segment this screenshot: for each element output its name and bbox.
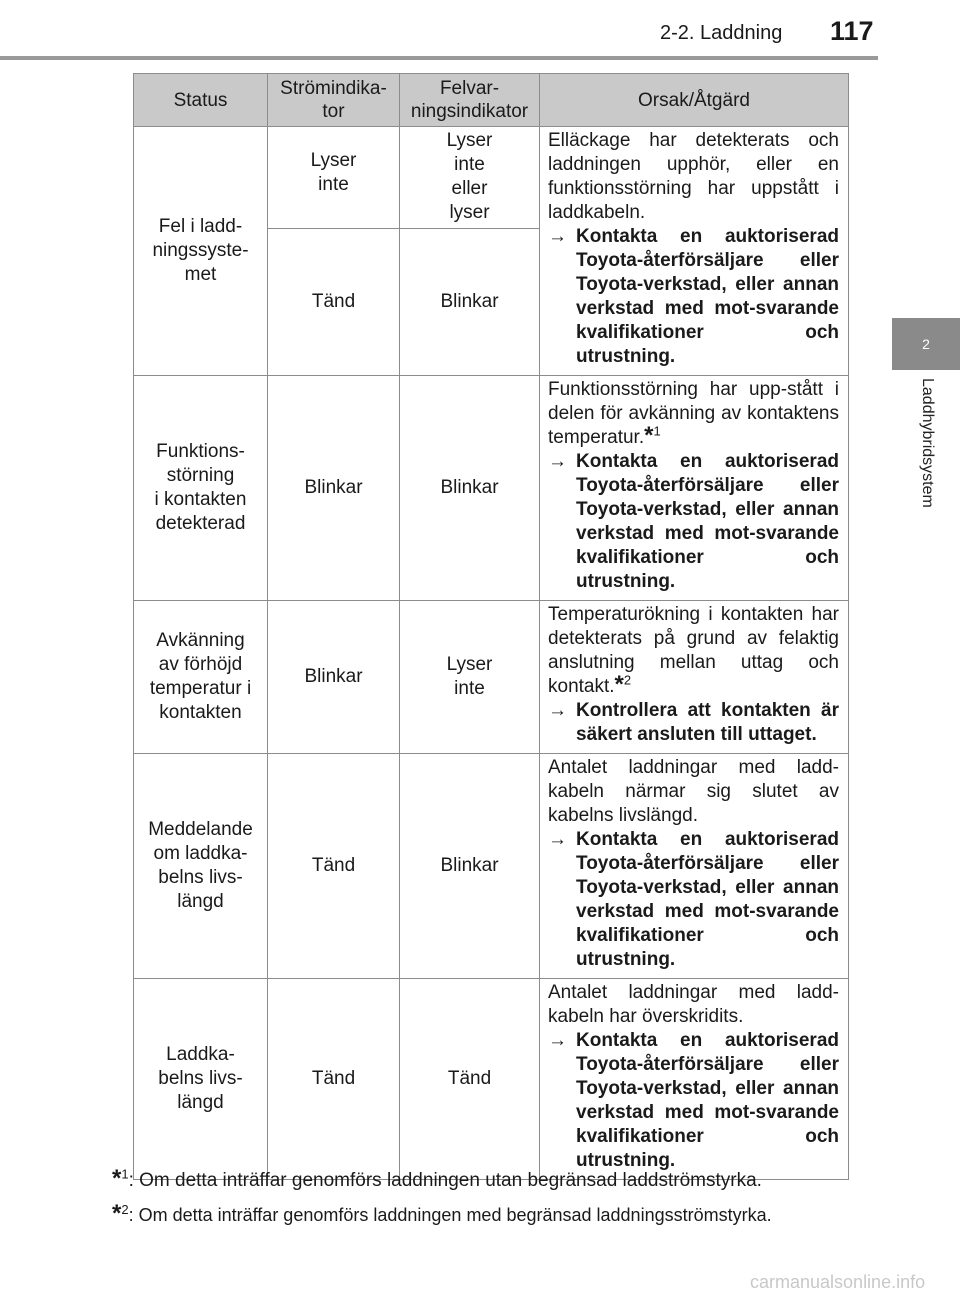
right-arrow-icon: → xyxy=(548,829,567,850)
current-cell: Blinkar xyxy=(268,376,400,601)
header-line: ningsindikator xyxy=(410,101,529,122)
status-line: av förhöjd xyxy=(158,654,243,675)
header-line: tor xyxy=(322,101,345,122)
status-table xyxy=(133,73,849,1180)
current-cell xyxy=(268,127,400,229)
action-text xyxy=(548,450,839,594)
asterisk-icon: * xyxy=(614,671,624,698)
cause-action-cell xyxy=(540,601,849,754)
warning-cell: Blinkar xyxy=(400,754,540,979)
table-header-row xyxy=(134,74,849,127)
footnote-text: : Om detta inträffar genomförs laddningen utan begränsad laddströmstyrka. xyxy=(128,1170,762,1191)
footnote-ref: 1 xyxy=(653,423,661,439)
cause-action-cell xyxy=(540,376,849,601)
status-line: kontakten xyxy=(159,702,242,723)
section-title: 2-2. Laddning xyxy=(660,22,783,44)
status-cell xyxy=(134,979,268,1180)
asterisk-icon: * xyxy=(644,422,654,449)
right-arrow-icon: → xyxy=(548,1030,567,1051)
warning-cell: Tänd xyxy=(400,979,540,1180)
cause-text: Elläckage har detekterats och laddningen upphör, eller en funktionsstörning har uppstått i laddkabeln. xyxy=(548,130,839,223)
status-line: längd xyxy=(177,891,224,912)
footnote-mark: 1 xyxy=(121,1166,129,1182)
current-line: Lyser xyxy=(310,150,357,171)
cause-action-cell xyxy=(540,979,849,1180)
footnote-ref: 2 xyxy=(623,672,632,688)
right-arrow-icon: → xyxy=(548,226,567,247)
status-line: längd xyxy=(177,1092,224,1113)
cause-text xyxy=(548,603,839,699)
action-text xyxy=(548,1029,839,1173)
status-line: temperatur i xyxy=(149,678,252,699)
status-cell xyxy=(134,376,268,601)
warning-line: Lyser xyxy=(446,130,493,151)
warning-cell: Blinkar xyxy=(400,229,540,376)
action-label: Kontrollera att kontakten är säkert ansluten till uttaget. xyxy=(576,700,839,745)
status-line: Fel i ladd- xyxy=(158,216,243,237)
cause-label: Temperaturökning i kontakten har detekterats på grund av felaktig anslutning mellan uttag och kontakt. xyxy=(548,604,839,697)
footnote-text: : Om detta inträffar genomförs laddningen med begränsad laddningsströmstyrka. xyxy=(128,1205,772,1225)
asterisk-icon: * xyxy=(112,1165,122,1192)
watermark: carmanualsonline.info xyxy=(750,1272,926,1292)
status-line: störning xyxy=(166,465,235,486)
status-line: om laddka- xyxy=(153,843,248,864)
table-row xyxy=(134,601,849,754)
chapter-tab xyxy=(892,318,960,370)
action-text xyxy=(548,699,839,747)
warning-line: inte xyxy=(454,678,485,699)
chapter-number: 2 xyxy=(922,336,930,352)
header-status: Status xyxy=(134,74,268,127)
current-line: inte xyxy=(318,174,349,195)
action-label: Kontakta en auktoriserad Toyota-återförsäljare eller Toyota-verkstad, eller annan verkstad med mot-svarande kvalifikationer och utrustning. xyxy=(576,451,839,592)
warning-line: eller xyxy=(451,178,488,199)
cause-label: Funktionsstörning har upp-stått i delen för avkänning av kontaktens temperatur. xyxy=(548,379,839,448)
action-label: Kontakta en auktoriserad Toyota-återförsäljare eller Toyota-verkstad, eller annan verkstad med mot-svarande kvalifikationer och utrustning. xyxy=(576,1030,839,1171)
cause-action-cell xyxy=(540,127,849,376)
status-line: belns livs- xyxy=(158,1068,243,1089)
header-line: Felvar- xyxy=(439,78,500,99)
status-line: belns livs- xyxy=(158,867,243,888)
cause-action-cell xyxy=(540,754,849,979)
status-line: detekterad xyxy=(155,513,246,534)
footnote-mark: 2 xyxy=(121,1202,129,1217)
status-line: Funktions- xyxy=(156,441,245,462)
header-cause-action: Orsak/Åtgärd xyxy=(540,74,849,127)
table-row xyxy=(134,127,849,229)
right-arrow-icon: → xyxy=(548,451,567,472)
footnote-2 xyxy=(112,1200,772,1227)
page-number: 117 xyxy=(830,16,874,46)
asterisk-icon: * xyxy=(112,1200,122,1227)
cause-text: Antalet laddningar med ladd-kabeln har överskridits. xyxy=(548,982,839,1027)
table-row xyxy=(134,754,849,979)
action-label: Kontakta en auktoriserad Toyota-återförsäljare eller Toyota-verkstad, eller annan verkstad med mot-svarande kvalifikationer och utrustning. xyxy=(576,829,839,970)
current-cell: Blinkar xyxy=(268,601,400,754)
table-row xyxy=(134,979,849,1180)
current-cell: Tänd xyxy=(268,754,400,979)
warning-cell: Blinkar xyxy=(400,376,540,601)
chapter-label-box xyxy=(892,378,960,608)
status-cell xyxy=(134,601,268,754)
status-cell xyxy=(134,127,268,376)
warning-line: Lyser xyxy=(446,654,493,675)
status-line: met xyxy=(184,264,217,285)
status-line: Laddka- xyxy=(166,1044,235,1065)
footnote-1 xyxy=(112,1165,762,1192)
current-cell: Tänd xyxy=(268,229,400,376)
status-cell xyxy=(134,754,268,979)
header-line: Strömindika- xyxy=(280,78,387,99)
action-label: Kontakta en auktoriserad Toyota-återförsäljare eller Toyota-verkstad, eller annan verkstad med mot-svarande kvalifikationer och utrustning. xyxy=(576,226,839,367)
warning-line: inte xyxy=(454,154,485,175)
cause-text: Antalet laddningar med ladd-kabeln närmar sig slutet av kabelns livslängd. xyxy=(548,757,839,826)
current-cell: Tänd xyxy=(268,979,400,1180)
action-text xyxy=(548,828,839,972)
warning-cell xyxy=(400,127,540,229)
right-arrow-icon: → xyxy=(548,700,567,721)
status-line: i kontakten xyxy=(154,489,247,510)
action-text xyxy=(548,225,839,369)
status-line: Meddelande xyxy=(148,819,253,840)
header-rule xyxy=(0,56,878,60)
status-line: Avkänning xyxy=(156,630,245,651)
header-warning-indicator xyxy=(400,74,540,127)
warning-line: lyser xyxy=(449,202,490,223)
cause-text xyxy=(548,378,839,450)
status-line: ningssyste- xyxy=(152,240,249,261)
header-current-indicator xyxy=(268,74,400,127)
table-row xyxy=(134,376,849,601)
chapter-label: Laddhybridsystem xyxy=(919,378,936,508)
warning-cell xyxy=(400,601,540,754)
